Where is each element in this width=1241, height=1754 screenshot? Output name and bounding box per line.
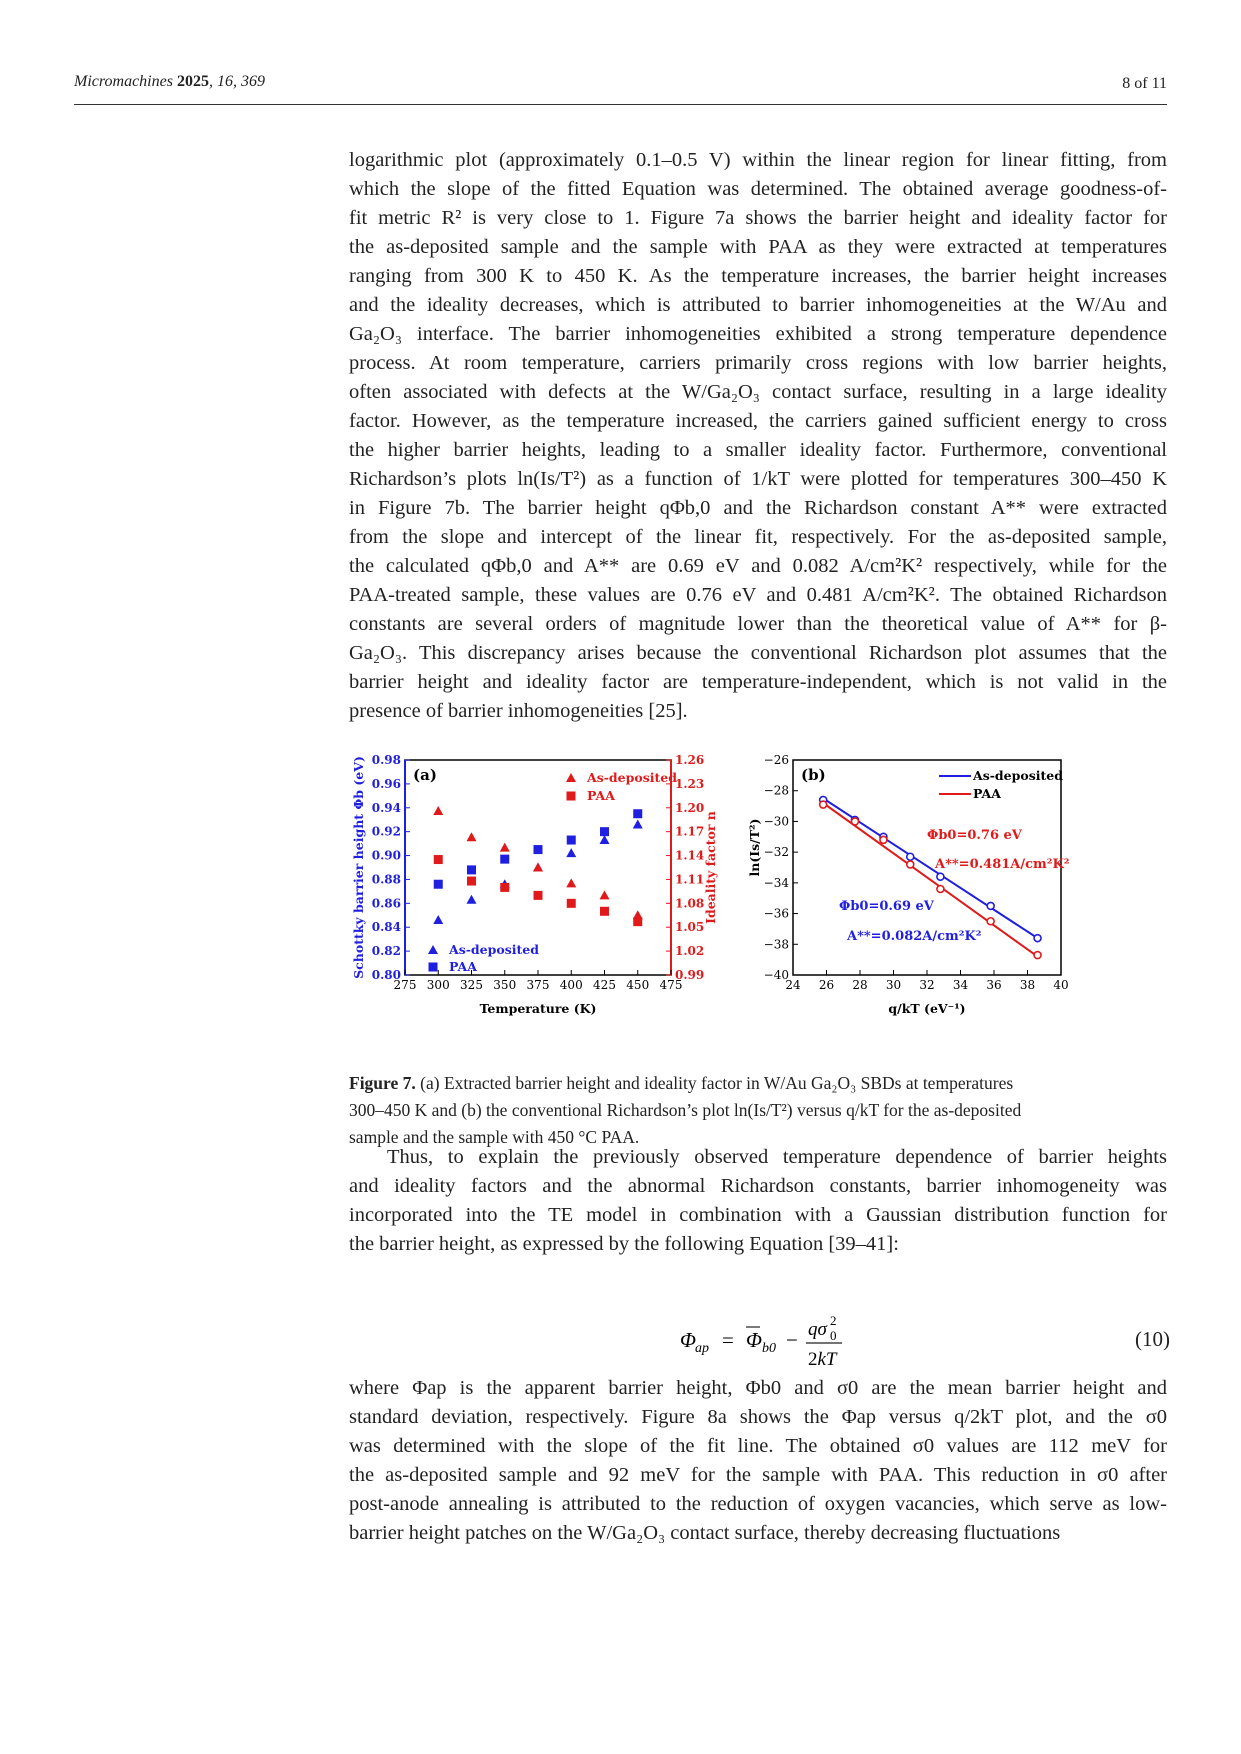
plot-b-xtick-label: 38 — [1019, 978, 1036, 992]
plot-b-point — [987, 918, 994, 925]
plot-a-rtick-label: 1.17 — [675, 824, 705, 839]
plot-a-rtick-label: 1.26 — [675, 753, 705, 767]
journal-citation: Micromachines 2025, 16, 369 — [74, 73, 265, 90]
text-line: PAA-treated sample, these values are 0.76 eV and 0.481 A/cm²K². The obtained Richardson — [349, 584, 1167, 606]
paragraph-1 — [349, 146, 1167, 726]
article-number: 369 — [240, 73, 265, 90]
plot-b-legend-label: PAA — [973, 786, 1001, 801]
plot-a-xtick-label: 350 — [493, 978, 517, 992]
plot-b-ytick-label: −28 — [763, 783, 789, 798]
plot-a-point — [566, 848, 576, 857]
plot-a-ltick-label: 0.90 — [371, 848, 401, 863]
svg-text:−: − — [786, 1328, 798, 1352]
plot-b-ytick-label: −26 — [763, 753, 789, 767]
plot-b-point — [937, 873, 944, 880]
text-line: the calculated qΦb,0 and A** are 0.69 eV and 0.082 A/cm²K² respectively, while for the — [349, 555, 1167, 577]
plot-b-point — [937, 886, 944, 893]
plot-a-xtick-label: 450 — [626, 978, 650, 992]
svg-text:2kT: 2kT — [808, 1349, 837, 1370]
plot-a-point — [534, 891, 543, 900]
plot-a-legend-label: As-deposited — [449, 942, 539, 957]
svg-text:b0: b0 — [762, 1341, 776, 1356]
plot-a-point — [467, 895, 477, 904]
caption-line: (a) Extracted barrier height and ideality factor in W/Au Ga₂O₃ SBDs at temperatures — [420, 1073, 1014, 1093]
paragraph-2 — [349, 1143, 1167, 1259]
plot-a-point — [433, 915, 443, 924]
text-line: ranging from 300 K to 450 K. As the temperature increases, the barrier height increases — [349, 265, 1167, 287]
plot-a-point — [434, 880, 443, 889]
journal-name: Micromachines — [74, 73, 173, 90]
figure-7-svg — [349, 752, 1167, 1062]
text-line: the as-deposited sample and 92 meV for the sample with PAA. This reduction in σ0 after — [349, 1464, 1167, 1486]
plot-a-point — [467, 877, 476, 886]
plot-b-legend-label: As-deposited — [973, 768, 1063, 783]
plot-a-point — [467, 832, 477, 841]
text-line: and ideality factors and the abnormal Richardson constants, barrier inhomogeneity was — [349, 1175, 1167, 1197]
plot-b-ytick-label: −40 — [763, 968, 789, 982]
svg-text:Φ: Φ — [680, 1328, 696, 1352]
plot-a-point — [500, 855, 509, 864]
journal-volume: 16 — [216, 73, 233, 90]
plot-a-point — [567, 836, 576, 845]
text-line: the higher barrier heights, leading to a smaller ideality factor. Furthermore, conventional — [349, 439, 1167, 461]
plot-b-xtick-label: 34 — [952, 978, 969, 992]
text-line: fit metric R² is very close to 1. Figure 7a shows the barrier height and ideality factor for — [349, 207, 1167, 229]
plot-a-rtick-label: 1.05 — [675, 920, 705, 935]
svg-text:Φ: Φ — [746, 1328, 762, 1352]
text-line: was determined with the slope of the fit line. The obtained σ0 values are 112 meV for — [349, 1435, 1167, 1457]
text-line: constants are several orders of magnitude lower than the theoretical value of A** for β- — [349, 613, 1167, 635]
plot-a-point — [600, 827, 609, 836]
text-line: Thus, to explain the previously observed temperature dependence of barrier heights — [387, 1146, 1167, 1168]
plot-b-annotation: A**=0.481A/cm²K² — [935, 857, 1070, 872]
plot-a-xtick-label: 325 — [460, 978, 483, 992]
svg-text:=: = — [722, 1328, 734, 1352]
plot-a-rtick-label: 1.08 — [675, 896, 705, 911]
page-header — [74, 70, 1167, 105]
plot-a-ltick-label: 0.94 — [371, 800, 401, 815]
plot-b-xtick-label: 36 — [986, 978, 1002, 992]
plot-a-xtick-label: 275 — [393, 978, 417, 992]
plot-b-xtick-label: 40 — [1053, 978, 1069, 992]
text-line: Richardson’s plots ln(Is/T²) as a function of 1/kT were plotted for temperatures 300–450 K — [349, 468, 1167, 490]
plot-a-point — [533, 863, 543, 872]
text-line: logarithmic plot (approximately 0.1–0.5 V) within the linear region for linear fitting, from — [349, 149, 1167, 171]
plot-a-point — [566, 878, 576, 887]
text-line: Ga₂O₃. This discrepancy arises because the conventional Richardson plot assumes that the — [349, 642, 1167, 664]
text-line: which the slope of the fitted Equation was determined. The obtained average goodness-of- — [349, 178, 1167, 200]
plot-b-annotation: Φb0=0.69 eV — [839, 899, 934, 914]
plot-b-ylabel: ln(Is/T²) — [747, 818, 762, 877]
plot-a-point — [434, 855, 443, 864]
plot-b-ytick-label: −38 — [763, 937, 789, 952]
plot-a-ltick-label: 0.88 — [371, 872, 401, 887]
plot-b-panel-label: (b) — [801, 766, 826, 784]
plot-b-annotation: Φb0=0.76 eV — [927, 828, 1022, 843]
plot-b-point — [1034, 952, 1041, 959]
plot-a-rtick-label: 1.11 — [675, 872, 705, 887]
journal-year: 2025 — [176, 73, 209, 90]
plot-a-point — [633, 917, 642, 926]
equation-formula — [680, 1305, 980, 1375]
svg-text:0: 0 — [830, 1328, 837, 1343]
text-line: and the ideality decreases, which is attributed to barrier inhomogeneities at the W/Au and — [349, 294, 1167, 316]
plot-b-xtick-label: 32 — [919, 978, 935, 992]
text-line: process. At room temperature, carriers primarily cross regions with low barrier heights, — [349, 352, 1167, 374]
plot-b-point — [820, 801, 827, 808]
plot-b-xtick-label: 26 — [818, 978, 835, 992]
plot-a-ylabel-left: Schottky barrier height Φb (eV) — [351, 756, 366, 979]
plot-b-xlabel: q/kT (eV⁻¹) — [888, 1001, 966, 1016]
text-line: factor. However, as the temperature increased, the carriers gained sufficient energy to cross — [349, 410, 1167, 432]
plot-a-ltick-label: 0.98 — [371, 753, 401, 767]
plot-b-point — [907, 861, 914, 868]
text-line: often associated with defects at the W/Ga₂O₃ contact surface, resulting in a large ideality — [349, 381, 1167, 403]
plot-a-point — [600, 890, 610, 899]
plot-a-rtick-label: 1.20 — [675, 800, 705, 815]
figure-7 — [349, 752, 1167, 1062]
plot-a-xtick-label: 475 — [659, 978, 683, 992]
plot-a-point — [600, 907, 609, 916]
plot-a-point — [600, 835, 610, 844]
plot-a-legend-marker — [566, 773, 576, 782]
plot-a-rtick-label: 1.02 — [675, 944, 705, 959]
plot-a-legend-marker — [567, 792, 576, 801]
plot-a-legend-marker — [428, 945, 438, 954]
figure-caption — [349, 1070, 1167, 1151]
plot-a-point — [500, 843, 510, 852]
plot-b-xtick-label: 30 — [885, 978, 902, 992]
plot-b-ytick-label: −36 — [763, 906, 789, 921]
text-line: standard deviation, respectively. Figure 8a shows the Φap versus q/2kT plot, and the σ0 — [349, 1406, 1167, 1428]
plot-b-ytick-label: −32 — [763, 845, 789, 860]
plot-a-ltick-label: 0.96 — [371, 776, 401, 791]
plot-a-point — [467, 865, 476, 874]
plot-a-ltick-label: 0.82 — [371, 944, 401, 959]
plot-a-xtick-label: 400 — [559, 978, 583, 992]
plot-a-panel-label: (a) — [413, 766, 437, 784]
text-line: incorporated into the TE model in combination with a Gaussian distribution function for — [349, 1204, 1167, 1226]
page-number: 8 of 11 — [1122, 75, 1167, 92]
plot-a-ltick-label: 0.84 — [371, 920, 401, 935]
plot-a-xtick-label: 425 — [593, 978, 616, 992]
plot-a-xtick-label: 300 — [426, 978, 450, 992]
plot-b-annotation: A**=0.082A/cm²K² — [847, 929, 982, 944]
plot-a-ltick-label: 0.86 — [371, 896, 401, 911]
plot-a-point — [567, 899, 576, 908]
plot-a-rtick-label: 1.23 — [675, 776, 705, 791]
text-line: the barrier height, as expressed by the following Equation [39–41]: — [349, 1233, 899, 1255]
plot-a-point — [633, 809, 642, 818]
caption-label: Figure 7. — [349, 1073, 416, 1093]
plot-b-xtick-label: 28 — [852, 978, 868, 992]
text-line: Ga₂O₃ interface. The barrier inhomogeneities exhibited a strong temperature dependence — [349, 323, 1167, 345]
plot-a-legend-label: As-deposited — [587, 770, 677, 785]
equation-number: (10) — [1135, 1327, 1170, 1351]
caption-line: 300–450 K and (b) the conventional Richardson’s plot ln(Is/T²) versus q/kT for the as-deposited — [349, 1100, 1022, 1120]
plot-a-ltick-label: 0.92 — [371, 824, 401, 839]
text-line: presence of barrier inhomogeneities [25]. — [349, 700, 688, 722]
plot-a-point — [433, 806, 443, 815]
plot-a-legend-label: PAA — [449, 959, 477, 974]
plot-a-rtick-label: 1.14 — [675, 848, 705, 863]
plot-b-point — [1034, 935, 1041, 942]
plot-b-point — [987, 902, 994, 909]
plot-b-point — [907, 853, 914, 860]
svg-text:2: 2 — [830, 1313, 837, 1328]
svg-text:ap: ap — [695, 1341, 709, 1356]
plot-b-ytick-label: −34 — [763, 875, 789, 890]
equation-10 — [680, 1305, 1170, 1375]
plot-a-xtick-label: 375 — [526, 978, 550, 992]
text-line: in Figure 7b. The barrier height qΦb,0 and the Richardson constant A** were extracted — [349, 497, 1167, 519]
plot-a-legend-label: PAA — [587, 788, 615, 803]
paragraph-3 — [349, 1374, 1167, 1548]
text-line: the as-deposited sample and the sample with PAA as they were extracted at temperatures — [349, 236, 1167, 258]
plot-a-ltick-label: 0.80 — [371, 968, 401, 982]
text-line: post-anode annealing is attributed to the reduction of oxygen vacancies, which serve as low- — [349, 1493, 1167, 1515]
plot-a-rtick-label: 0.99 — [675, 968, 705, 982]
text-line: barrier height and ideality factor are temperature-independent, which is not valid in the — [349, 671, 1167, 693]
text-line: where Φap is the apparent barrier height, Φb0 and σ0 are the mean barrier height and — [349, 1377, 1167, 1399]
plot-a-point — [633, 820, 643, 829]
plot-b-ytick-label: −30 — [763, 814, 789, 829]
plot-a-point — [500, 883, 509, 892]
caption-line: sample and the sample with 450 °C PAA. — [349, 1127, 640, 1147]
plot-a-legend-marker — [429, 963, 438, 972]
text-line: from the slope and intercept of the linear fit, respectively. For the as-deposited sample, — [349, 526, 1167, 548]
plot-a-xlabel: Temperature (K) — [479, 1001, 597, 1016]
plot-b-xtick-label: 24 — [785, 978, 801, 992]
plot-a-ylabel-right: Ideality factor n — [703, 811, 718, 924]
text-line: barrier height patches on the W/Ga₂O₃ contact surface, thereby decreasing fluctuations — [349, 1522, 1061, 1544]
plot-b-point — [880, 836, 887, 843]
plot-a-point — [534, 845, 543, 854]
svg-text:qσ: qσ — [808, 1319, 827, 1340]
plot-b-point — [851, 818, 858, 825]
